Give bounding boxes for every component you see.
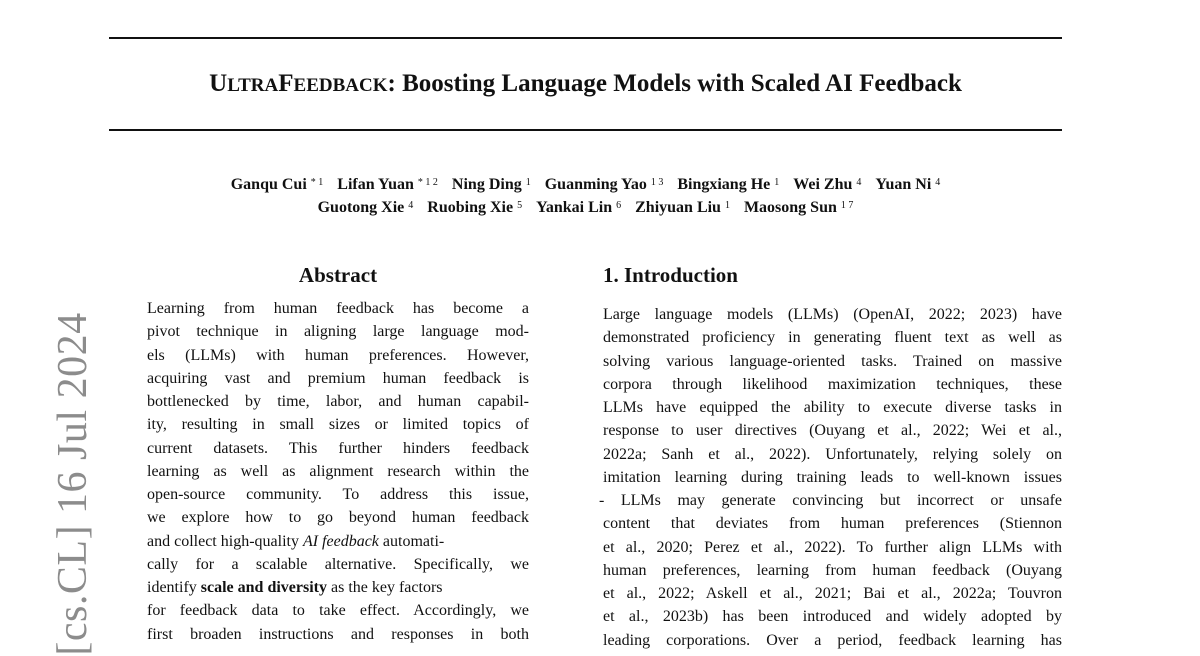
abstract-text: identify xyxy=(147,579,201,596)
author xyxy=(635,199,730,216)
introduction-body xyxy=(599,303,1062,652)
author xyxy=(427,199,522,216)
intro-line: - LLMs may generate convincing but incorrect or unsafe xyxy=(599,492,1062,509)
intro-line: leading corporations. Over a period, feedback learning has xyxy=(603,631,1062,649)
intro-line: et al., 2020; Perez et al., 2022). To further align LLMs with xyxy=(603,538,1062,556)
author-name: Ruobing Xie xyxy=(427,199,514,216)
abstract-line: ity, resulting in small sizes or limited topics of xyxy=(147,416,529,434)
abstract-text: as the key factors xyxy=(326,579,443,596)
author-name: Zhiyuan Liu xyxy=(635,199,721,216)
abstract-line: Learning from human feedback has become a xyxy=(147,300,529,317)
title-name-u: U xyxy=(209,70,228,97)
title-bottom-rule xyxy=(109,129,1062,131)
author xyxy=(452,176,531,193)
author xyxy=(545,176,664,193)
abstract-line: pivot technique in aligning large language mod- xyxy=(147,323,529,341)
abstract-text: automati- xyxy=(378,532,445,550)
title-name-eedback: EEDBACK xyxy=(293,75,388,96)
author-name: Guotong Xie xyxy=(317,199,405,216)
author-name: Yankai Lin xyxy=(536,199,613,216)
abstract-emphasis: AI feedback xyxy=(302,532,379,550)
abstract-line: open-source community. To address this issue, xyxy=(147,486,529,503)
author-name: Guanming Yao xyxy=(544,176,647,193)
abstract-line: we explore how to go beyond human feedback xyxy=(147,509,529,527)
title-rest: : Boosting Language Models with Scaled AI Feedback xyxy=(387,70,962,97)
author-name: Lifan Yuan xyxy=(337,176,414,193)
author xyxy=(744,199,853,216)
author xyxy=(318,199,414,216)
author-affiliation: 5 xyxy=(517,200,523,211)
author xyxy=(231,176,324,193)
abstract-line: acquiring vast and premium human feedback is xyxy=(147,369,529,387)
intro-line: et al., 2023b) has been introduced and widely adopted by xyxy=(603,608,1062,626)
abstract-strong: scale and diversity xyxy=(200,579,327,596)
intro-line: content that deviates from human preferences (Stiennon xyxy=(603,515,1062,533)
introduction-heading: 1. Introduction xyxy=(603,263,738,287)
author-affiliation: 1 3 xyxy=(650,177,664,188)
author-name: Wei Zhu xyxy=(793,176,853,193)
abstract-line: cally for a scalable alternative. Specifically, we xyxy=(147,555,529,573)
intro-line: Large language models (LLMs) (OpenAI, 2022; 2023) have xyxy=(603,306,1062,323)
author xyxy=(337,176,438,193)
arxiv-side-stamp: [cs.CL] 16 Jul 2024 xyxy=(50,312,96,656)
author-affiliation: 1 7 xyxy=(840,200,854,211)
abstract-line: current datasets. This further hinders feedback xyxy=(147,439,529,457)
author-name: Yuan Ni xyxy=(875,176,932,193)
title-top-rule xyxy=(109,37,1062,39)
intro-line: corpora through likelihood maximization techniques, these xyxy=(603,375,1062,393)
author-affiliation: * 1 xyxy=(310,177,324,188)
author-name: Ganqu Cui xyxy=(230,176,307,193)
author-affiliation: 4 xyxy=(935,177,941,188)
author xyxy=(536,199,621,216)
author-list xyxy=(109,173,1062,219)
author-affiliation: 4 xyxy=(408,200,414,211)
title-name-ltra: LTRA xyxy=(227,75,279,96)
author xyxy=(677,176,779,193)
intro-line: et al., 2022; Askell et al., 2021; Bai et al., 2022a; Touvron xyxy=(603,585,1062,602)
author-name: Bingxiang He xyxy=(677,176,771,193)
title-name-f: F xyxy=(278,70,294,97)
abstract-line-ai-feedback xyxy=(147,530,529,553)
abstract-heading: Abstract xyxy=(298,263,378,287)
abstract-text: and collect high-quality xyxy=(147,532,303,550)
intro-line: imitation learning during training leads to well-known issues xyxy=(603,468,1062,486)
intro-line: solving various language-oriented tasks. Trained on massive xyxy=(603,352,1062,370)
abstract-line: for feedback data to take effect. Accordingly, we xyxy=(147,602,529,620)
author-affiliation: 1 xyxy=(724,200,730,211)
abstract-line: first broaden instructions and responses in both xyxy=(147,625,529,643)
author-affiliation: 4 xyxy=(856,177,862,188)
abstract-body xyxy=(147,297,529,646)
author-name: Maosong Sun xyxy=(743,199,837,216)
author xyxy=(875,176,940,193)
paper-title xyxy=(109,67,1062,103)
author-affiliation: * 1 2 xyxy=(417,177,438,188)
intro-line: LLMs have equipped the ability to execute diverse tasks in xyxy=(603,399,1062,416)
intro-line: 2022a; Sanh et al., 2022). Unfortunately, relying solely on xyxy=(603,445,1062,463)
abstract-line: els (LLMs) with human preferences. However, xyxy=(147,346,529,364)
author-line-1 xyxy=(109,173,1062,196)
author-line-2 xyxy=(109,196,1062,219)
author xyxy=(793,176,861,193)
author-affiliation: 6 xyxy=(616,200,622,211)
abstract-line: learning as well as alignment research within the xyxy=(147,462,529,480)
intro-line: demonstrated proficiency in generating fluent text as well as xyxy=(603,329,1062,347)
intro-line: response to user directives (Ouyang et al., 2022; Wei et al., xyxy=(603,422,1062,440)
abstract-line: bottlenecked by time, labor, and human capabil- xyxy=(147,393,529,410)
author-affiliation: 1 xyxy=(774,177,780,188)
author-name: Ning Ding xyxy=(451,176,522,193)
intro-line: human preferences, learning from human feedback (Ouyang xyxy=(603,561,1062,579)
author-affiliation: 1 xyxy=(525,177,531,188)
abstract-line-scale-diversity xyxy=(147,576,529,599)
